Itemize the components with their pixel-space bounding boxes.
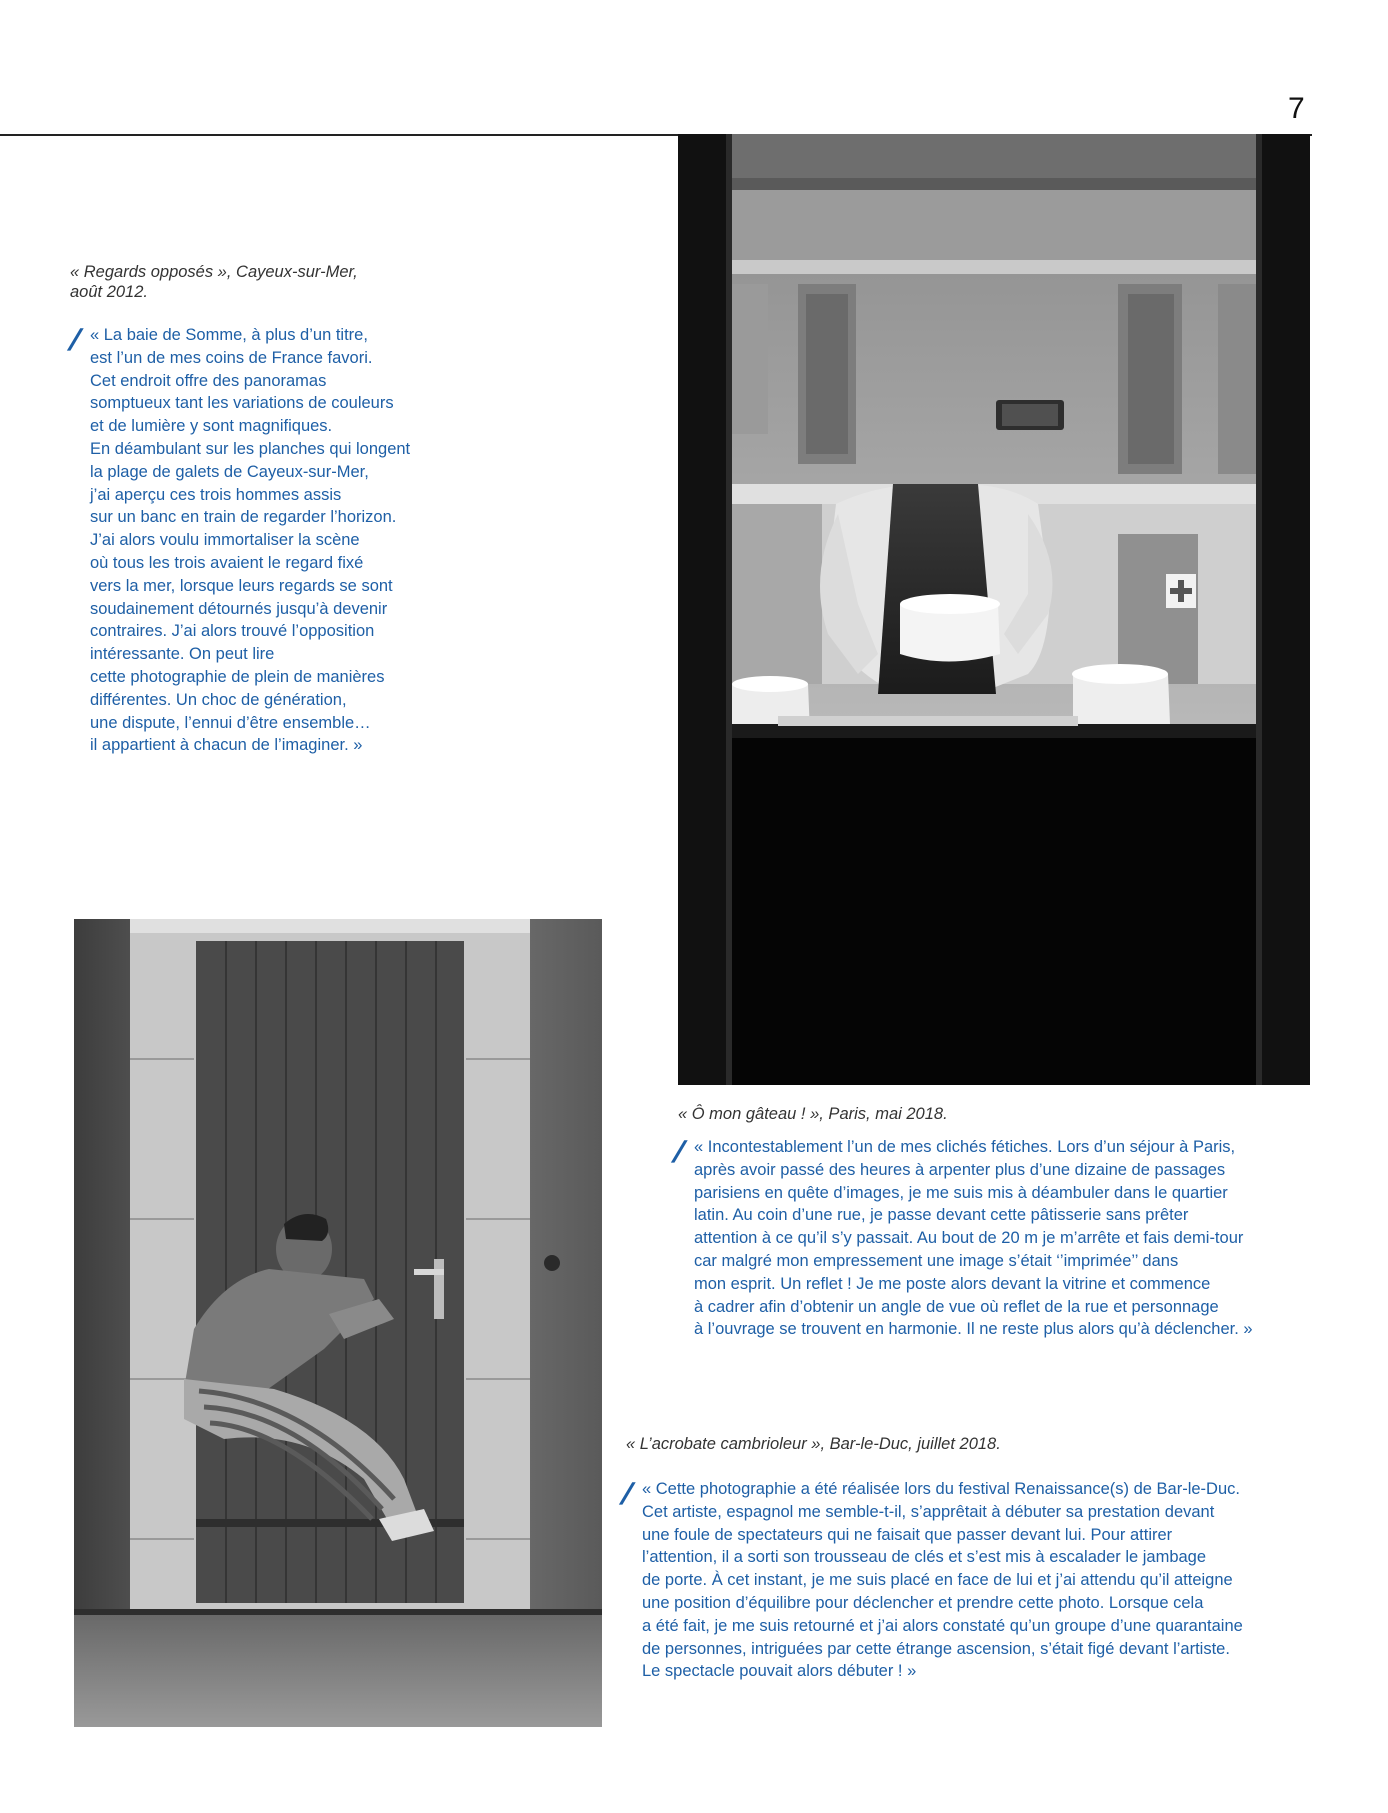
quote-line: latin. Au coin d’une rue, je passe devant cette pâtisserie sans prêter [694, 1206, 1189, 1225]
quote-line: a été fait, je me suis retourné et j’ai alors constaté qu’un groupe d’une quarantaine [642, 1616, 1243, 1635]
door-photo [74, 919, 602, 1727]
page-number: 7 [1288, 92, 1305, 125]
quote-line: somptueux tant les variations de couleurs [90, 394, 394, 413]
quote-acrobate-cambrioleur [618, 1478, 1322, 1683]
caption-regards-opposes [70, 262, 430, 302]
caption-title: « Ô mon gâteau ! » [678, 1105, 820, 1123]
caption-title: « Regards opposés » [70, 263, 227, 281]
caption-o-mon-gateau [678, 1104, 1298, 1124]
quote-line: sur un banc en train de regarder l’horizon. [90, 508, 397, 527]
quote-line: j’ai aperçu ces trois hommes assis [90, 485, 342, 504]
quote-line: de porte. À cet instant, je me suis placé en face de lui et j’ai attendu qu’il atteigne [642, 1571, 1233, 1590]
quote-line: intéressante. On peut lire [90, 645, 275, 664]
quote-line: une position d’équilibre pour déclencher et prendre cette photo. Lorsque cela [642, 1593, 1204, 1612]
quote-line: où tous les trois avaient le regard fixé [90, 553, 364, 572]
quote-line: il appartient à chacun de l’imaginer. » [90, 736, 363, 755]
quote-line: et de lumière y sont magnifiques. [90, 417, 333, 436]
quote-line: « Cette photographie a été réalisée lors du festival Renaissance(s) de Bar-le-Duc. [642, 1480, 1240, 1498]
quote-line: une dispute, l’ennui d’être ensemble… [90, 713, 371, 732]
quote-line: Cet artiste, espagnol me semble-t-il, s’apprêtait à débuter sa prestation devant [642, 1502, 1215, 1521]
quote-line: l’attention, il a sorti son trousseau de clés et s’est mis à escalader le jambage [642, 1548, 1207, 1567]
quote-line: après avoir passé des heures à arpenter plus d’une dizaine de passages [694, 1160, 1226, 1179]
quote-slash-icon: / [618, 1478, 634, 1511]
quote-line: Le spectacle pouvait alors débuter ! » [642, 1662, 917, 1681]
quote-line: contraires. J’ai alors trouvé l’opposition [90, 622, 375, 641]
quote-line: différentes. Un choc de génération, [90, 690, 347, 709]
bakery-photo [678, 134, 1310, 1085]
quote-line: car malgré mon empressement une image s’était ‘’imprimée’’ dans [694, 1251, 1179, 1270]
quote-line: vers la mer, lorsque leurs regards se sont [90, 576, 393, 595]
caption-title: « L’acrobate cambrioleur » [626, 1435, 821, 1453]
quote-line: soudainement détournés jusqu’à devenir [90, 599, 388, 618]
quote-line: En déambulant sur les planches qui longent [90, 439, 411, 458]
quote-line: mon esprit. Un reflet ! Je me poste alors devant la vitrine et commence [694, 1274, 1211, 1293]
quote-line: J’ai alors voulu immortaliser la scène [90, 531, 360, 550]
quote-line: « Incontestablement l’un de mes clichés fétiches. Lors d’un séjour à Paris, [694, 1138, 1236, 1156]
caption-place: , Bar-le-Duc, juillet 2018. [820, 1435, 1001, 1453]
quote-line: de personnes, intriguées par cette étrange ascension, s’était figé devant l’artiste. [642, 1639, 1230, 1658]
quote-line: Cet endroit offre des panoramas [90, 371, 327, 390]
quote-regards-opposes [66, 324, 450, 757]
quote-line: à cadrer afin d’obtenir un angle de vue où reflet de la rue et personnage [694, 1297, 1219, 1316]
quote-line: est l’un de mes coins de France favori. [90, 348, 373, 367]
bakery-photo-art [678, 134, 1310, 1085]
caption-date: août 2012. [70, 283, 148, 301]
quote-line: la plage de galets de Cayeux-sur-Mer, [90, 462, 369, 481]
quote-line: attention à ce qu’il s’y passait. Au bout de 20 m je m’arrête et fais demi-tour [694, 1229, 1244, 1248]
quote-slash-icon: / [670, 1136, 686, 1169]
quote-line: parisiens en quête d’images, je me suis mis à déambuler dans le quartier [694, 1183, 1228, 1202]
quote-o-mon-gateau [670, 1136, 1314, 1341]
caption-place: , Cayeux-sur-Mer, [226, 263, 358, 281]
quote-line: cette photographie de plein de manières [90, 667, 385, 686]
caption-acrobate-cambrioleur [626, 1434, 1286, 1454]
caption-place: , Paris, mai 2018. [819, 1105, 948, 1123]
quote-line: une foule de spectateurs qui ne faisait que passer devant lui. Pour attirer [642, 1525, 1173, 1544]
quote-line: à l’ouvrage se trouvent en harmonie. Il ne reste plus alors qu’à déclencher. » [694, 1320, 1253, 1339]
door-photo-art [74, 919, 602, 1727]
quote-slash-icon: / [66, 324, 82, 357]
quote-line: « La baie de Somme, à plus d’un titre, [90, 326, 368, 344]
